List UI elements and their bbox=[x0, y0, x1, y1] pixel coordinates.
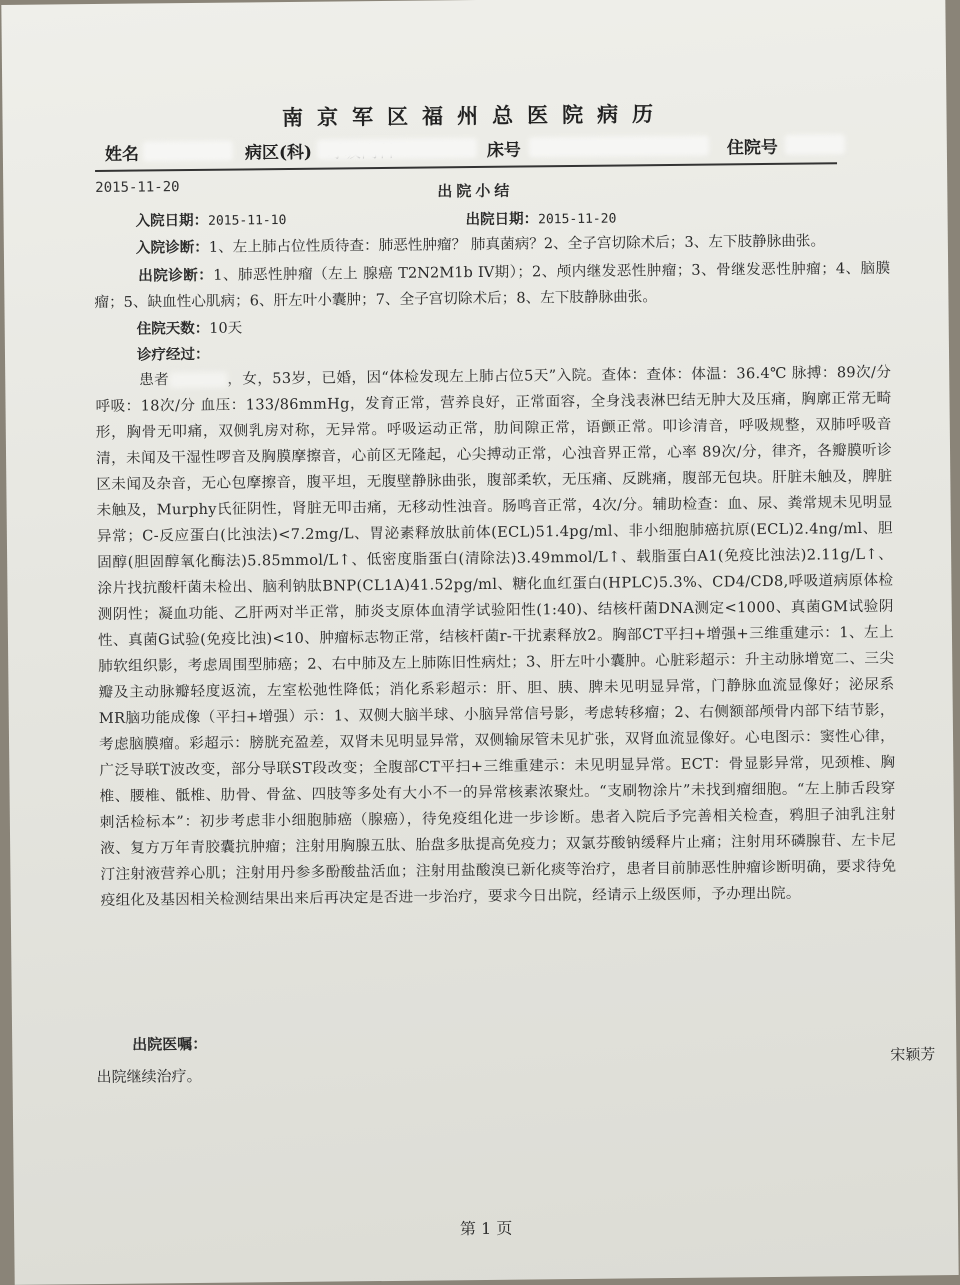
course-body bbox=[95, 360, 897, 914]
admission-no-label: 住院号 bbox=[726, 137, 778, 159]
redacted-patient-name bbox=[169, 372, 227, 389]
redacted-bed bbox=[529, 136, 709, 158]
course-text: ，女，53岁，已婚，因“体检发现左上肺占位5天”入院。查体：查体：体温：36.4℃ 脉搏：89次/分 呼吸：18次/分 血压：133/86mmHg，发育正常，营养良好，正常面容，全身浅表淋巴结无肿大及压痛，胸廓正常无畸形，胸骨无叩痛，双侧乳房对称，无异常。呼吸运动正常，肋间隙正常，语颤正常。叩诊清音，呼吸规整，双肺呼吸音清，未闻及干湿性啰音及胸膜摩擦音，心前区无隆起，心尖搏动正常，心浊音界正常，心率 89次/分，律齐，各瓣膜听诊区未闻及杂音，无心包摩擦音，腹平坦，无腹壁静脉曲张，腹部柔软，无压痛、反跳痛，腹部无包块。肝脏未触及，脾脏未触及，Murphy氏征阴性，肾脏无叩击痛，无移动性浊音。肠鸣音正常，4次/分。辅助检查：血、尿、粪常规未见明显异常；C-反应蛋白(比浊法)<7.2mg/L、胃泌素释放肽前体(ECL)51.4pg/ml、非小细胞肺癌抗原(ECL)2.4ng/ml、胆固醇(胆固醇氧化酶法)5.85mmol/L↑、低密度脂蛋白(清除法)3.49mmol/L↑、载脂蛋白A1(免疫比浊法)2.11g/L↑、涂片找抗酸杆菌未检出、脑利钠肽BNP(CL1A)41.52pg/ml、糖化血红蛋白(HPLC)5.3%、CD4/CD8,呼吸道病原体检测阴性；凝血功能、乙肝两对半正常，肺炎支原体血清学试验阳性(1:40)、结核杆菌DNA测定<1000、真菌GM试验阴性、真菌G试验(免疫比浊)<10、肿瘤标志物正常，结核杆菌r-干扰素释放2。胸部CT平扫+增强+三维重建示：1、左上肺软组织影，考虑周围型肺癌；2、右中肺及左上肺陈旧性病灶；3、肝左叶小囊肿。心脏彩超示：升主动脉增宽二、三尖瓣及主动脉瓣轻度返流，左室松弛性降低；消化系彩超示：肝、胆、胰、脾未见明显异常，门静脉血流显像好；泌尿系MR脑功能成像（平扫+增强）示：1、双侧大脑半球、小脑异常信号影，考虑转移瘤；2、右侧额部颅骨内部下结节影，考虑脑膜瘤。彩超示：膀胱充盈差，双肾未见明显异常，双侧输尿管未见扩张，双肾血流显像好。心电图示：窦性心律，广泛导联T波改变，部分导联ST段改变；全腹部CT平扫+三维重建示：未见明显异常。ECT：骨显影异常，见颈椎、胸椎、腰椎、骶椎、肋骨、骨盆、四肢等多处有大小不一的异常核素浓聚灶。“支刷物涂片”未找到瘤细胞。“左上肺舌段穿刺活检标本”：初步考虑非小细胞肺癌（腺癌），待免疫组化进一步诊断。患者入院后予完善相关检查，鸦胆子油乳注射液、复方万年青胶囊抗肿瘤；注射用胸腺五肽、胎盘多肽提高免疫力；双氯芬酸钠缓释片止痛；注射用环磷腺苷、左卡尼汀注射液营养心肌；注射用丹参多酚酸盐活血；注射用盐酸溴已新化痰等治疗，患者目前肺恶性肿瘤诊断明确，要求待免疫组化及基因相关检测结果出来后再决定是否进一步治疗，要求今日出院，经请示上级医师，予办理出院。 bbox=[95, 363, 897, 909]
stay-days-label: 住院天数： bbox=[136, 319, 210, 338]
discharge-orders-text: 出院继续治疗。 bbox=[96, 1066, 202, 1087]
redacted-admission-no bbox=[785, 134, 845, 155]
admission-date-field bbox=[135, 208, 286, 231]
discharge-diagnosis-label: 出院诊断： bbox=[138, 266, 214, 285]
admission-diagnosis-text: 1、左上肺占位性质待查：肺恶性肿瘤？ 肺真菌病？2、全子宫切除术后；3、左下肢静脉曲张。 bbox=[208, 232, 826, 256]
ward-label: 病区(科) bbox=[244, 142, 313, 164]
physician-signature: 宋颖芳 bbox=[890, 1045, 936, 1064]
admission-diagnosis-label: 入院诊断： bbox=[135, 238, 209, 257]
course-prefix: 患者 bbox=[139, 371, 170, 389]
course-label-text: 诊疗经过： bbox=[136, 345, 210, 364]
admission-date-value: 2015-11-10 bbox=[208, 213, 287, 229]
bed-label: 床号 bbox=[486, 140, 521, 161]
course-label bbox=[137, 343, 210, 365]
redacted-name bbox=[143, 141, 233, 162]
name-label: 姓名 bbox=[104, 144, 140, 165]
discharge-diagnosis-text: 1、肺恶性肿瘤（左上 腺癌 T2N2M1b IV期）；2、颅内继发恶性肿瘤；3、骨继发恶性肿瘤；4、脑膜瘤；5、缺血性心肌病；6、肝左叶小囊肿；7、全子宫切除术后；8、左下肢静脉曲张。 bbox=[94, 259, 891, 312]
record-date: 2015-11-20 bbox=[95, 179, 180, 197]
paper-sheet bbox=[1, 0, 958, 1285]
document-title: 南京军区福州总医院病历 bbox=[281, 101, 668, 131]
admission-date-label: 入院日期： bbox=[135, 211, 209, 230]
section-title: 出院小结 bbox=[437, 181, 514, 201]
stay-days-field bbox=[137, 316, 243, 338]
discharge-date-label: 出院日期： bbox=[465, 210, 539, 229]
discharge-date-field bbox=[465, 207, 616, 230]
discharge-date-value: 2015-11-20 bbox=[538, 211, 617, 228]
redacted-ward bbox=[317, 138, 477, 160]
stay-days-value: 10天 bbox=[209, 320, 243, 337]
page-number: 第 1 页 bbox=[459, 1218, 513, 1239]
discharge-orders-label: 出院医嘱： bbox=[132, 1034, 208, 1054]
discharge-diagnosis bbox=[94, 256, 891, 316]
